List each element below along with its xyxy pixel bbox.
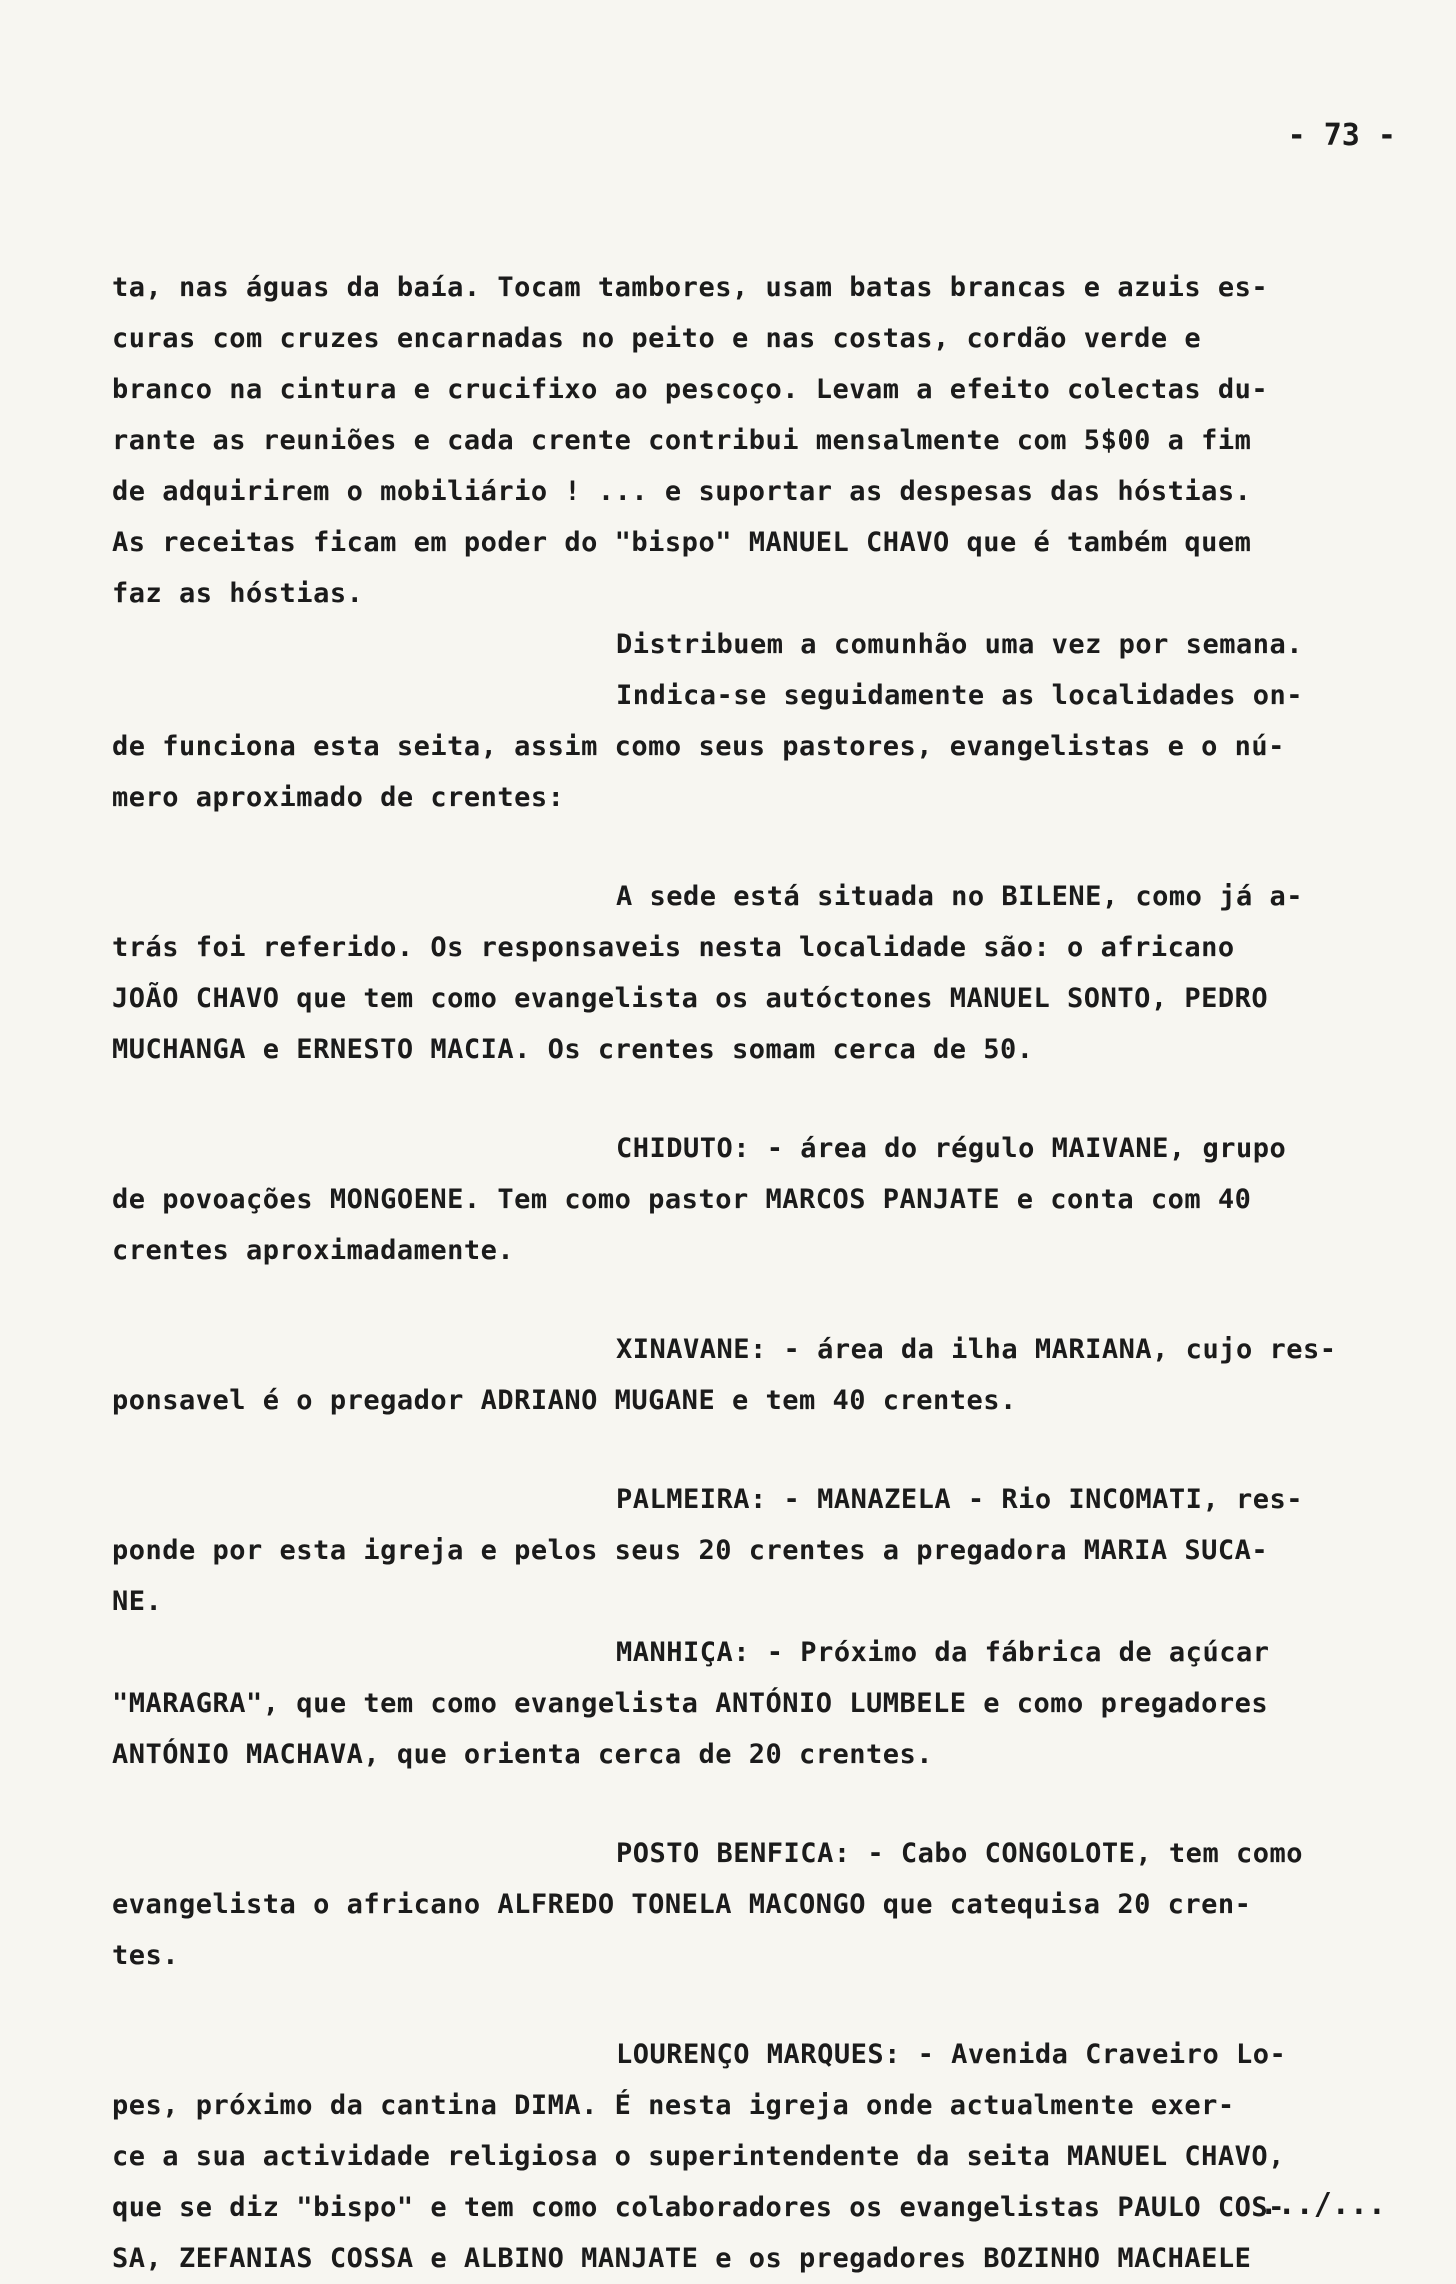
paragraph-lourenco-marques: LOURENÇO MARQUES: - Avenida Craveiro Lo- pes, próximo da cantina DIMA. É nesta igreja onde actualmente exer- ce a sua actividade religiosa o superintendente da seita MANUEL CHAVO, que se diz "bispo" e tem como colaboradores os evangelistas PAULO COS- SA, ZEFANIAS COSSA e ALBINO MANJATE e os pregadores BOZINHO MACHAELE — [112, 2039, 1287, 2274]
paragraph-bilene: A sede está situada no BILENE, como já a- trás foi referido. Os responsaveis nesta localidade são: o africano JOÃO CHAVO que tem como evangelista os autóctones MANUEL SONTO, PEDRO MUCHANGA e ERNESTO MACIA. Os crentes somam cerca de 50. — [112, 881, 1303, 1065]
paragraph-posto-benfica: POSTO BENFICA: - Cabo CONGOLOTE, tem como evangelista o africano ALFREDO TONELA MACONGO que catequisa 20 cren- tes. — [112, 1838, 1303, 1971]
paragraph-manhica: MANHIÇA: - Próximo da fábrica de açúcar "MARAGRA", que tem como evangelista ANTÓNIO LUMBELE e como pregadores ANTÓNIO MACHAVA, que orienta cerca de 20 crentes. — [112, 1637, 1270, 1770]
paragraph-communion: Distribuem a comunhão uma vez por semana. — [616, 629, 1303, 660]
paragraph-palmeira: PALMEIRA: - MANAZELA - Rio INCOMATI, res- ponde por esta igreja e pelos seus 20 crentes a pregadora MARIA SUCA- NE. — [112, 1484, 1303, 1617]
paragraph-intro: ta, nas águas da baía. Tocam tambores, usam batas brancas e azuis es- curas com cruzes encarnadas no peito e nas costas, cordão verde e branco na cintura e crucifixo ao pescoço. Levam a efeito colectas du- rante as reuniões e cada crente contribui mensalmente com 5$00 a fim de adquirirem o mobiliário ! ... e suportar as despesas das hóstias. As receitas ficam em poder do "bispo" MANUEL CHAVO que é também quem faz as hóstias. — [112, 272, 1269, 609]
paragraph-xinavane: XINAVANE: - área da ilha MARIANA, cujo res- ponsavel é o pregador ADRIANO MUGANE e tem 40 crentes. — [112, 1334, 1337, 1416]
continuation-mark: .../... — [1259, 2187, 1386, 2222]
paragraph-chiduto: CHIDUTO: - área do régulo MAIVANE, grupo de povoações MONGOENE. Tem como pastor MARCOS PANJATE e conta com 40 crentes aproximadamente. — [112, 1133, 1287, 1266]
paragraph-localities: Indica-se seguidamente as localidades on- de funciona esta seita, assim como seus pastores, evangelistas e o nú- mero aproximado de crentes: — [112, 680, 1303, 813]
document-body — [112, 262, 1412, 2284]
page-number: - 73 - — [1287, 118, 1396, 153]
